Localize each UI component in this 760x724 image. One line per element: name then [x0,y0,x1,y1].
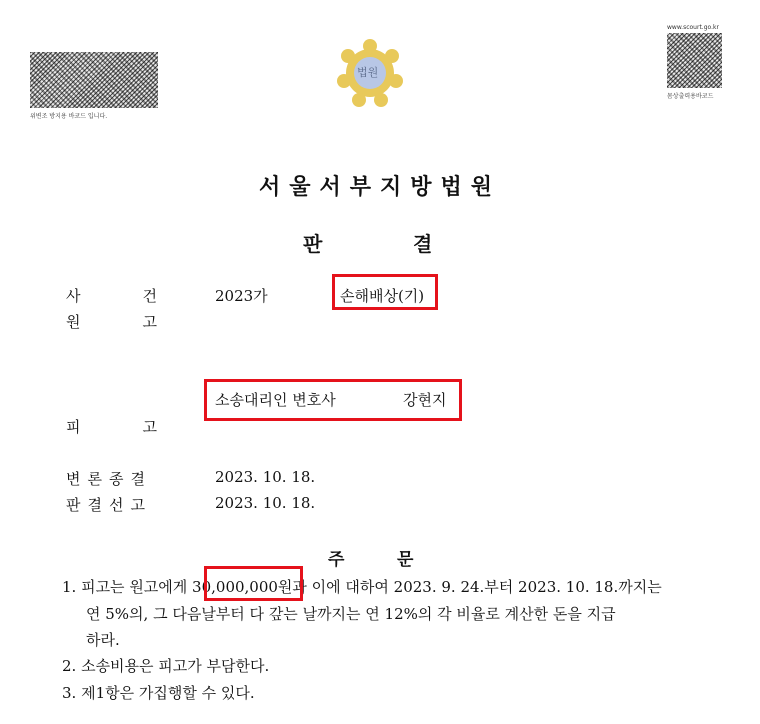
barcode-left-caption: 위변조 방지용 바코드 입니다. [30,113,108,120]
attorney-highlight [204,379,462,421]
doc-title-right: 결 [413,232,433,256]
court-name: 서울서부지방법원 [258,174,502,200]
case-name-highlight [332,274,438,310]
attorney-role: 소송대리인 변호사 [215,391,336,409]
order-item-1-line2: 연 5%의, 그 다음날부터 다 갚는 날까지는 연 12%의 각 비율로 계산한 돈을 지급 [86,605,616,623]
case-name: 손해배상(기) [340,287,425,305]
emblem-label: 법원 [357,66,379,79]
order-item-2: 2. 소송비용은 피고가 부담한다. [62,657,270,675]
barcode-left [30,52,158,108]
barcode-right [667,33,722,88]
closing-label: 변론종결 [66,470,152,488]
defendant-label: 피고 [66,418,219,436]
plaintiff-label: 원고 [66,313,219,331]
doc-title-left: 판 [303,232,323,256]
order-item-1 [62,576,662,597]
order-item-1-line3: 하라. [86,631,120,649]
barcode-right-caption: 몸상출력용바코드 [667,93,714,100]
case-number: 2023가 [215,287,268,305]
order-item-1-prefix: 1. 피고는 원고에게 [62,578,193,596]
order-item-3: 3. 제1항은 가집행할 수 있다. [62,684,255,702]
judgment-date: 2023. 10. 18. [215,494,316,512]
order-title-left: 주 [328,550,345,570]
case-label: 사건 [66,287,219,305]
order-item-1-suffix: 과 이에 대하여 2023. 9. 24.부터 2023. 10. 18.까지는 [292,578,662,596]
barcode-right-url: www.scourt.go.kr [667,24,719,31]
closing-date: 2023. 10. 18. [215,468,316,486]
order-title-right: 문 [397,550,414,570]
judgment-label: 판결선고 [66,496,152,514]
court-emblem [333,36,407,110]
order-item-1-amount: 30,000,000원 [192,578,293,596]
amount-highlight [204,566,303,601]
attorney-name: 강현지 [403,391,447,409]
